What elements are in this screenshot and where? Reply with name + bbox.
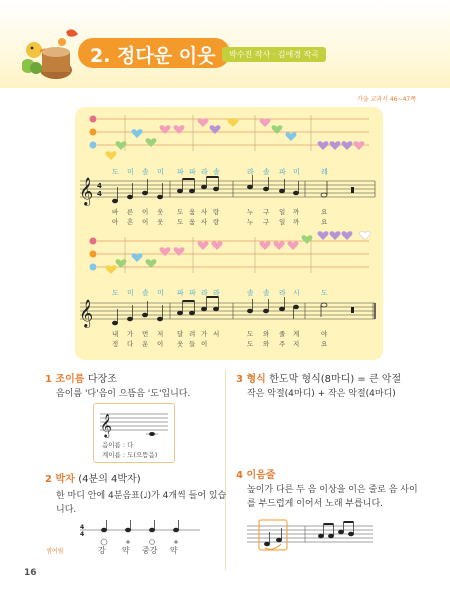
heart-mark	[318, 141, 329, 150]
treble-clef-icon: 𝄞	[100, 413, 112, 437]
title-banner	[78, 38, 230, 68]
lyric: 웃	[177, 340, 184, 348]
note-head	[279, 307, 284, 311]
beat-label: 약	[170, 546, 178, 555]
lyric: 일	[279, 218, 286, 226]
section-1-suffix: 다장조	[87, 374, 117, 385]
note-head	[279, 189, 284, 193]
note-head	[348, 532, 353, 536]
beat-label: 중강	[142, 546, 158, 555]
note-head	[213, 307, 218, 311]
lyric: 랑	[213, 218, 220, 226]
lyric: 지	[293, 340, 300, 348]
heart-mark	[132, 129, 143, 138]
note-head	[157, 317, 162, 321]
note-head	[177, 311, 182, 315]
lyric: 아	[112, 218, 119, 226]
lyric: 려	[189, 330, 196, 338]
lyric: 게	[293, 330, 300, 338]
note-head	[127, 195, 132, 199]
heart-mark	[132, 253, 143, 262]
note-label: 솔	[213, 168, 220, 176]
lyric: 달	[177, 330, 184, 338]
lyric: 정	[112, 340, 119, 348]
lyric: 내	[112, 330, 119, 338]
time-signature-top: 4	[97, 182, 102, 190]
lyric: 요	[321, 208, 328, 216]
lyric: 일	[279, 208, 286, 216]
heart-mark	[160, 125, 171, 134]
heart-mark	[210, 125, 221, 134]
lyrics-2b	[112, 339, 328, 348]
note-label: 파	[279, 168, 286, 176]
treble-clef-icon: 𝄞	[79, 299, 94, 327]
heart-mark	[342, 231, 353, 240]
heart-mark	[146, 138, 157, 147]
note-head	[189, 189, 194, 193]
lyric: 이	[157, 340, 164, 348]
heart-mark	[274, 241, 285, 250]
note-label: 미	[157, 289, 164, 297]
heart-mark	[106, 265, 117, 274]
weak-beat-icon	[126, 540, 129, 543]
heart-mark	[330, 231, 341, 240]
key-box-line-1: 음이름 : 다	[102, 441, 134, 449]
lyric: 도	[177, 218, 184, 226]
section-2-title: 박자	[55, 474, 75, 485]
lyric: 이	[201, 340, 208, 348]
heart-mark	[272, 125, 283, 134]
score-panel	[75, 107, 383, 360]
note-head	[328, 534, 333, 538]
note-label: 도	[321, 289, 328, 297]
key-staff-svg	[94, 404, 174, 438]
section-3-number: 3	[236, 374, 243, 385]
lyric: 웃	[157, 208, 164, 216]
note-label: 레	[321, 168, 328, 176]
lyric: 까	[293, 218, 300, 226]
lyric: 들	[189, 340, 196, 348]
slur-example-svg	[245, 514, 375, 554]
medium-beat-icon	[150, 540, 155, 545]
section-1-text: 음이름 '다'음이 으뜸음 '도'입니다.	[56, 389, 191, 399]
note-label: 라	[201, 168, 208, 176]
section-3-text: 작은 악절(4마디) + 작은 악절(4마디)	[247, 389, 396, 399]
rest-icon	[351, 307, 354, 313]
lyric: 가	[201, 330, 208, 338]
page-title: 2. 정다운 이웃	[90, 45, 216, 67]
treble-clef-icon: 𝄞	[79, 177, 94, 205]
note-label: 미	[127, 168, 134, 176]
note-label: 라	[279, 289, 286, 297]
lyric: 사	[201, 208, 208, 216]
section-1-title: 조이름	[55, 374, 85, 385]
heart-staff-2	[90, 231, 371, 274]
music-staff-1	[80, 181, 375, 197]
note-label: 라	[201, 289, 208, 297]
section-4-text-line-1: 높이가 다른 두 음 이상을 이은 줄로 음 사이	[247, 485, 418, 495]
note-label: 미	[157, 168, 164, 176]
note-labels-1	[112, 167, 328, 176]
note-label: 솔	[247, 289, 254, 297]
lyric: 서	[213, 330, 220, 338]
lyric: 도	[247, 330, 254, 338]
note-head	[247, 309, 252, 313]
note-label: 미	[293, 168, 300, 176]
rest-icon	[351, 187, 354, 193]
note-label: 미	[127, 289, 134, 297]
heart-mark	[198, 118, 209, 127]
beat-note	[125, 528, 130, 532]
svg-text:4: 4	[80, 531, 85, 538]
lyric: 웃	[157, 218, 164, 226]
lyric: 이	[142, 218, 149, 226]
lyric: 흔	[127, 218, 134, 226]
lyric: 누	[247, 218, 254, 226]
lyric: 저	[157, 330, 164, 338]
section-4-number: 4	[236, 470, 243, 481]
section-3-heading	[236, 370, 401, 385]
section-4-title: 이음줄	[246, 470, 276, 481]
note-label: 시	[293, 289, 300, 297]
section-3-title: 형식	[246, 374, 266, 385]
heart-mark	[330, 141, 341, 150]
note-head	[177, 189, 182, 193]
lyrics-1a	[112, 207, 328, 216]
note-head	[201, 185, 206, 189]
key-box-line-2: 계이름 : 도(으뜸음)	[102, 451, 158, 459]
heart-mark	[260, 241, 271, 250]
heart-mark	[318, 231, 329, 240]
section-4-text-line-2: 를 부드럽게 이어서 노래 부릅니다.	[247, 499, 384, 509]
note-head	[276, 538, 281, 542]
note-label: 도	[112, 168, 119, 176]
lyric: 야	[321, 330, 328, 338]
section-2-text-line-2: 니다.	[56, 505, 77, 515]
lyric: 른	[127, 208, 134, 216]
lyric: 구	[263, 208, 270, 216]
lyric: 도	[247, 340, 254, 348]
beat-row-label: 셈여림	[46, 548, 64, 555]
heart-mark	[160, 247, 171, 256]
note-head	[318, 534, 323, 538]
note-labels-2	[112, 288, 328, 297]
beat-example-svg	[70, 518, 210, 558]
note-head	[127, 317, 132, 321]
note-head	[247, 185, 252, 189]
beat-label: 강	[98, 546, 106, 555]
composer-credit: 박수진 작사 · 김애경 작곡	[222, 47, 326, 62]
lyric: 구	[263, 218, 270, 226]
time-signature-bottom: 4	[97, 190, 102, 198]
page-header	[0, 0, 450, 88]
lyric: 사	[201, 218, 208, 226]
note-label: 파	[189, 168, 196, 176]
note-head	[264, 542, 269, 546]
lyric: 도	[177, 208, 184, 216]
note-head	[112, 321, 117, 325]
heart-mark	[342, 141, 353, 150]
note-label: 솔	[142, 168, 149, 176]
beat-note	[173, 528, 178, 532]
note-head	[293, 191, 298, 195]
lyric: 줄	[279, 330, 286, 338]
note-head	[263, 187, 268, 191]
note-head	[142, 191, 147, 195]
note-head	[338, 530, 343, 534]
lyric: 까	[293, 208, 300, 216]
lyric: 랑	[213, 208, 220, 216]
note-head	[142, 313, 147, 317]
lyric: 먼	[142, 330, 149, 338]
lyric: 요	[321, 340, 328, 348]
note-label: 라	[213, 289, 220, 297]
music-staff-2	[80, 303, 375, 319]
score-svg	[75, 107, 383, 360]
lyric: 주	[279, 340, 286, 348]
lyric: 바	[112, 208, 119, 216]
lyric: 가	[127, 330, 134, 338]
section-1-heading	[45, 370, 117, 385]
section-2-text-line-1: 한 마디 안에 4분음표(♩)가 4개씩 들어 있습	[56, 491, 227, 501]
svg-text:4: 4	[80, 524, 85, 531]
note-head	[189, 311, 194, 315]
note-head	[263, 309, 268, 313]
section-4-heading	[236, 466, 275, 481]
section-1-number: 1	[45, 374, 52, 385]
heart-mark	[198, 241, 209, 250]
slur-highlight-box	[259, 520, 287, 550]
heart-mark	[260, 118, 271, 127]
lyric: 움	[189, 208, 196, 216]
note-head	[112, 199, 117, 203]
heart-mark	[174, 247, 185, 256]
beat-label: 약	[122, 546, 130, 555]
note-head	[321, 193, 327, 197]
heart-staff-1	[90, 115, 370, 160]
note-head	[201, 307, 206, 311]
note-head	[149, 432, 155, 436]
heart-mark	[286, 132, 297, 141]
hearts-row-1	[106, 118, 365, 160]
beat-note	[101, 528, 106, 532]
note-label: 솔	[263, 289, 270, 297]
hearts-row-2	[106, 231, 371, 274]
lyrics-1b	[112, 217, 328, 226]
lyrics-2a	[112, 329, 328, 338]
lyric: 운	[142, 340, 149, 348]
textbook-page-reference: 가을 교과서 46~47쪽	[357, 96, 416, 103]
section-2-suffix: (4분의 4박자)	[78, 474, 141, 485]
lyric: 누	[247, 208, 254, 216]
note-head	[213, 187, 218, 191]
heart-mark	[174, 125, 185, 134]
section-3-suffix: 한도막 형식(8마디) = 큰 악절	[269, 374, 402, 385]
lyric: 와	[263, 330, 270, 338]
section-2-heading	[45, 470, 141, 485]
heart-mark	[354, 141, 365, 150]
note-label: 솔	[142, 289, 149, 297]
beat-note	[149, 528, 154, 532]
heart-mark	[212, 241, 223, 250]
section-2-number: 2	[45, 474, 52, 485]
lyric: 움	[189, 218, 196, 226]
note-label: 솔	[263, 168, 270, 176]
lyric: 요	[321, 218, 328, 226]
note-label: 파	[177, 168, 184, 176]
heart-mark	[106, 151, 117, 160]
page-number: 16	[24, 568, 37, 578]
note-label: 파	[189, 289, 196, 297]
heart-mark	[360, 231, 371, 240]
note-head	[321, 303, 327, 307]
weak-beat-icon	[174, 540, 177, 543]
lyric: 와	[263, 340, 270, 348]
note-label: 파	[177, 289, 184, 297]
lyric: 다	[127, 340, 134, 348]
column-divider	[225, 370, 226, 570]
note-head	[157, 195, 162, 199]
lyric: 이	[142, 208, 149, 216]
note-head	[293, 305, 298, 309]
tree-stump-mascot-icon	[22, 24, 84, 84]
note-label: 도	[112, 289, 119, 297]
heart-mark	[288, 241, 299, 250]
heart-mark	[228, 118, 239, 127]
key-example-box	[93, 403, 175, 463]
note-label: 라	[247, 168, 254, 176]
